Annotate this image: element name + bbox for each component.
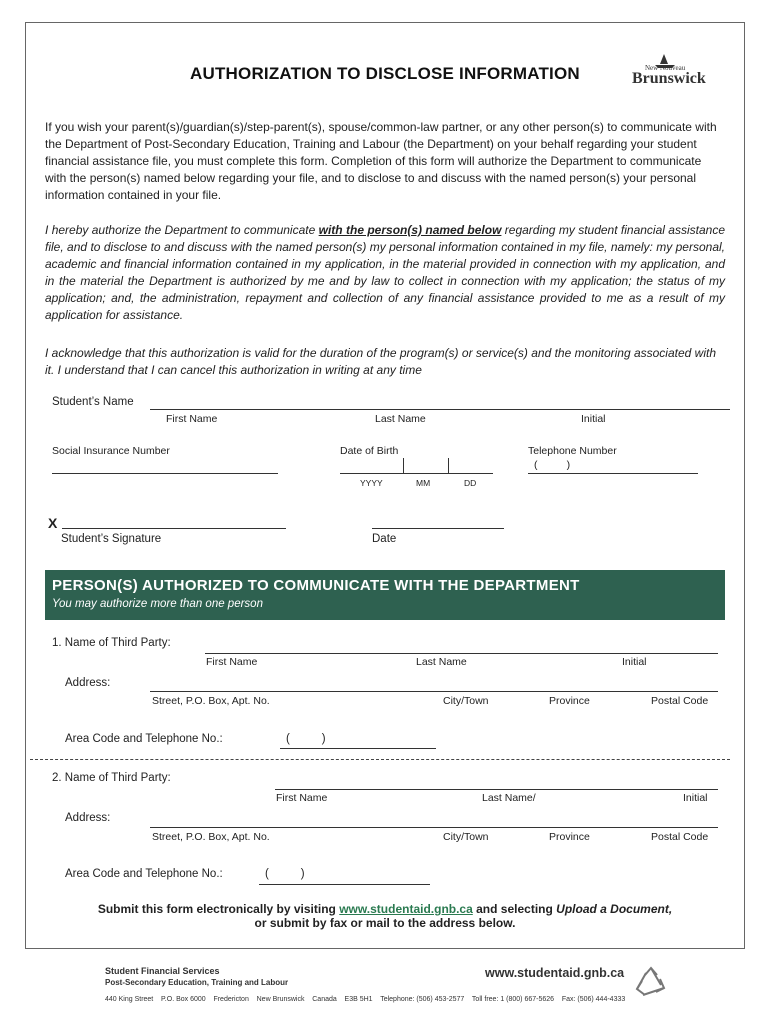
tp1-area-code: ( ) [286, 733, 326, 745]
third-party-2-name-field[interactable] [275, 789, 718, 790]
tp2-postal-caption: Postal Code [651, 831, 709, 843]
cut-line-divider [30, 759, 730, 760]
dob-divider [403, 458, 404, 473]
tp2-phone-label: Area Code and Telephone No.: [65, 868, 223, 880]
third-party-1-phone-field[interactable] [280, 748, 436, 749]
authorization-text-before: I hereby authorize the Department to communicate [45, 223, 319, 237]
third-party-1-name-field[interactable] [205, 653, 718, 654]
submit-text-2: and selecting [472, 902, 557, 916]
tp1-address-label: Address: [65, 677, 111, 689]
dob-month-caption: MM [416, 478, 431, 488]
sin-label: Social Insurance Number [52, 445, 170, 457]
signature-x-mark: X [48, 515, 58, 531]
tp2-area-code: ( ) [265, 868, 305, 880]
new-brunswick-logo [630, 52, 725, 86]
section-subheading: You may authorize more than one person [52, 598, 263, 610]
dob-year-caption: YYYY [360, 478, 383, 488]
tp2-province-caption: Province [549, 831, 590, 843]
studentaid-link[interactable]: www.studentaid.gnb.ca [339, 902, 473, 916]
submit-line-2: or submit by fax or mail to the address below. [254, 916, 516, 930]
form-title: AUTHORIZATION TO DISCLOSE INFORMATION [190, 64, 580, 83]
intro-paragraph: If you wish your parent(s)/guardian(s)/step-parent(s), spouse/common-law partner, or any other person(s) to communicate with the Department of Post-Secondary Education, Training and Labour (the Department) on your behalf regarding your student financial assistance file, you must complete this form. Completion of this form will authorize the Department to communicate with the person(s) named below regarding your file, and to disclose to and discuss with the named person(s) your personal information contained in your file. [45, 120, 717, 202]
tp1-last-name-caption: Last Name [416, 656, 467, 668]
initial-caption: Initial [581, 413, 606, 425]
sin-field[interactable] [52, 473, 278, 474]
student-name-field[interactable] [150, 409, 730, 410]
tp1-postal-caption: Postal Code [651, 695, 709, 707]
authorization-emphasis: with the person(s) named below [318, 223, 502, 237]
logo-small-text: New Nouveau [645, 64, 686, 72]
section-heading: PERSON(S) AUTHORIZED TO COMMUNICATE WITH THE DEPARTMENT [52, 577, 580, 594]
dob-field[interactable] [340, 473, 493, 474]
tp1-phone-label: Area Code and Telephone No.: [65, 733, 223, 745]
tp2-street-caption: Street, P.O. Box, Apt. No. [152, 831, 270, 843]
footer-dept: Post-Secondary Education, Training and Labour [105, 978, 289, 987]
tp1-street-caption: Street, P.O. Box, Apt. No. [152, 695, 270, 707]
footer-url: www.studentaid.gnb.ca [485, 966, 625, 980]
authorization-text-after: regarding my student financial assistance file, and to disclose to and discuss with the named person(s) my personal information contained in my file, namely: my personal, academic and financial information contained in my application, in the material provided in connection with my application, and in the material the Department is authorized by me and by law to collect in connection with my application; the status of my application; and, the administration, repayment and collection of any financial assistance provided to me as a result of my application for assistance. [45, 223, 725, 322]
tp2-address-label: Address: [65, 812, 111, 824]
telephone-field[interactable] [528, 473, 698, 474]
acknowledge-paragraph: I acknowledge that this authorization is valid for the duration of the program(s) or service(s) and the monitoring associated with it. I understand that I can cancel this authorization in writing at any time [45, 346, 717, 377]
recycle-icon [633, 965, 669, 1001]
tp1-city-caption: City/Town [443, 695, 489, 707]
third-party-2-phone-field[interactable] [259, 884, 430, 885]
dob-divider [448, 458, 449, 473]
last-name-caption: Last Name [375, 413, 426, 425]
footer-org: Student Financial Services [105, 966, 220, 976]
telephone-label: Telephone Number [528, 445, 617, 457]
signature-label: Student’s Signature [61, 533, 162, 545]
first-name-caption: First Name [166, 413, 218, 425]
tp1-initial-caption: Initial [622, 656, 647, 668]
telephone-area-code: ( ) [534, 459, 571, 471]
dob-day-caption: DD [464, 478, 477, 488]
tp1-province-caption: Province [549, 695, 590, 707]
date-field[interactable] [372, 528, 504, 529]
third-party-2-address-field[interactable] [150, 827, 718, 828]
footer-address: 440 King Street P.O. Box 6000 Fredericton New Brunswick Canada E3B 5H1 Telephone: (506) 453-2577 Toll free: 1 (800) 667-5626 Fax: (506) 444-4333 [105, 996, 626, 1003]
date-label: Date [372, 533, 397, 545]
submit-emphasis: Upload a Document, [556, 902, 673, 916]
tp1-first-name-caption: First Name [206, 656, 258, 668]
tp2-first-name-caption: First Name [276, 792, 328, 804]
logo-main-text: Brunswick [632, 70, 706, 86]
tp2-initial-caption: Initial [683, 792, 708, 804]
authorization-paragraph [45, 222, 725, 324]
third-party-1-address-field[interactable] [150, 691, 718, 692]
signature-field[interactable] [62, 528, 286, 529]
submit-instructions [45, 902, 725, 930]
submit-text: Submit this form electronically by visiting [97, 902, 340, 916]
dob-label: Date of Birth [340, 445, 399, 457]
third-party-1-label: 1. Name of Third Party: [52, 637, 171, 649]
third-party-2-label: 2. Name of Third Party: [52, 772, 171, 784]
tp2-city-caption: City/Town [443, 831, 489, 843]
section-banner [45, 570, 725, 620]
student-name-label: Student’s Name [52, 396, 134, 408]
tp2-last-name-caption: Last Name/ [482, 792, 536, 804]
